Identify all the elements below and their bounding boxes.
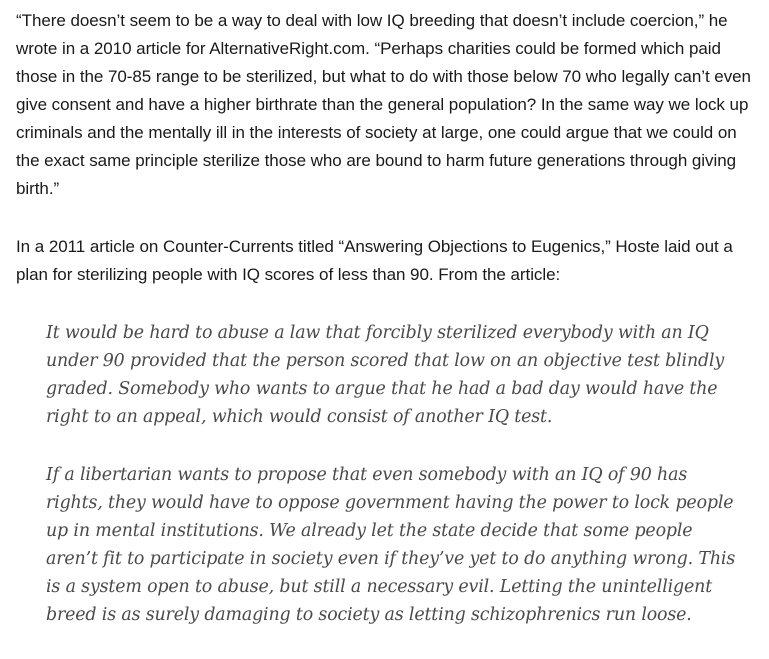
blockquote-paragraph-2: If a libertarian wants to propose that even somebody with an IQ of 90 has rights, they would have to oppose government having the power to lock people up in mental institutions. We already let the state decide that some people aren’t fit to participate in society even if they’ve yet to do anything wrong. This is a system open to abuse, but still a necessary evil. Letting the unintelligent breed is as surely damaging to society as letting schizophrenics run loose. (46, 465, 736, 625)
blockquote (46, 319, 736, 629)
article-paragraph-1: “There doesn’t seem to be a way to deal with low IQ breeding that doesn’t include coercion,” he wrote in a 2010 article for AlternativeRight.com. “Perhaps charities could be formed which paid those in the 70-85 range to be sterilized, but what to do with those below 70 who legally can’t even give consent and have a higher birthrate than the general population? In the same way we lock up criminals and the mentally ill in the interests of society at large, one could argue that we could on the exact same principle sterilize those who are bound to harm future generations through giving birth.” (16, 11, 751, 198)
article-paragraph-2: In a 2011 article on Counter-Currents titled “Answering Objections to Eugenics,” Hoste laid out a plan for sterilizing people with IQ scores of less than 90. From the article: (16, 237, 733, 284)
article-body (16, 7, 756, 659)
blockquote-paragraph-1: It would be hard to abuse a law that forcibly sterilized everybody with an IQ under 90 provided that the person scored that low on an objective test blindly graded. Somebody who wants to argue that he had a bad day would have the right to an appeal, which would consist of another IQ test. (46, 323, 725, 427)
